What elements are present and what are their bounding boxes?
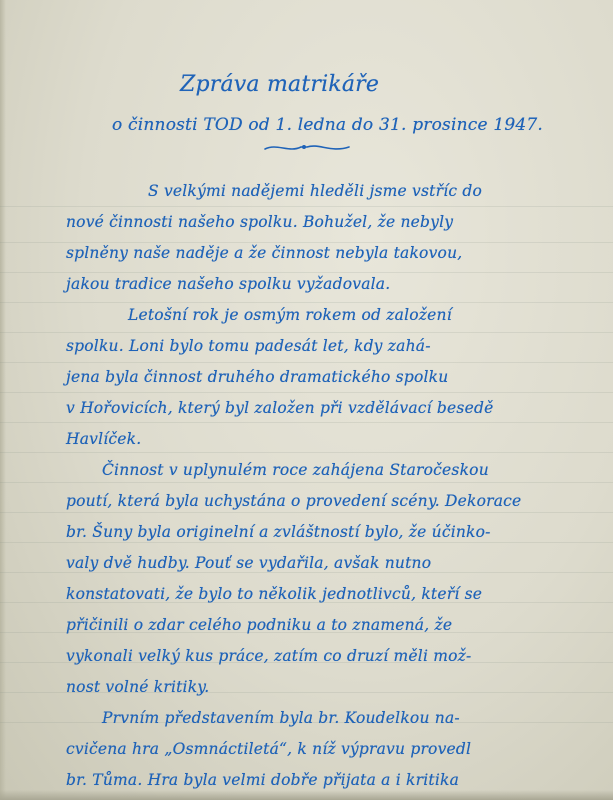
text-line: nost volné kritiky. (66, 678, 210, 696)
ruled-line (0, 422, 613, 423)
text-line: konstatovati, že bylo to několik jednotlivců, kteří se (66, 585, 483, 603)
ruled-line (0, 482, 613, 483)
ruled-line (0, 242, 613, 243)
document-subtitle: o činnosti TOD od 1. ledna do 31. prosince 1947. (112, 115, 544, 135)
text-line: přičinili o zdar celého podniku a to znamená, že (66, 616, 453, 634)
text-line: S velkými nadějemi hleděli jsme vstříc do (148, 182, 483, 200)
text-line: Činnost v uplynulém roce zahájena Staročeskou (102, 461, 489, 479)
text-line: nové činnosti našeho spolku. Bohužel, že nebyly (66, 213, 454, 231)
ruled-line (0, 206, 613, 207)
page-edge-shadow (0, 0, 6, 800)
ruled-line (0, 512, 613, 513)
page-bottom-shadow (0, 790, 613, 800)
text-line: spolku. Loni bylo tomu padesát let, kdy zahá- (66, 337, 431, 355)
ruled-line (0, 302, 613, 303)
text-line: Havlíček. (66, 430, 142, 448)
text-line: Prvním představením byla br. Koudelkou na- (102, 709, 460, 727)
ruled-line (0, 542, 613, 543)
ruled-line (0, 272, 613, 273)
ruled-line (0, 572, 613, 573)
text-line: br. Šuny byla originelní a zvláštností bylo, že účinko- (66, 523, 491, 541)
text-line: valy dvě hudby. Pouť se vydařila, avšak nutno (66, 554, 432, 572)
text-line: poutí, která byla uchystána o provedení scény. Dekorace (66, 492, 522, 510)
ruled-line (0, 332, 613, 333)
document-title: Zpráva matrikáře (180, 72, 380, 97)
text-line: splněny naše naděje a že činnost nebyla takovou, (66, 244, 463, 262)
ruled-line (0, 362, 613, 363)
text-line: cvičena hra „Osmnáctiletá“, k níž výpravu provedl (66, 740, 472, 758)
ruled-line (0, 452, 613, 453)
flourish-ornament (263, 141, 353, 155)
text-line: vykonali velký kus práce, zatím co druzí měli mož- (66, 647, 472, 665)
text-line: br. Tůma. Hra byla velmi dobře přijata a i kritika (66, 771, 460, 789)
text-line: Letošní rok je osmým rokem od založení (128, 306, 452, 324)
text-line: jakou tradice našeho spolku vyžadovala. (66, 275, 391, 293)
text-line: jena byla činnost druhého dramatického spolku (66, 368, 449, 386)
text-line: v Hořovicích, který byl založen při vzdělávací besedě (66, 399, 494, 417)
ruled-line (0, 392, 613, 393)
